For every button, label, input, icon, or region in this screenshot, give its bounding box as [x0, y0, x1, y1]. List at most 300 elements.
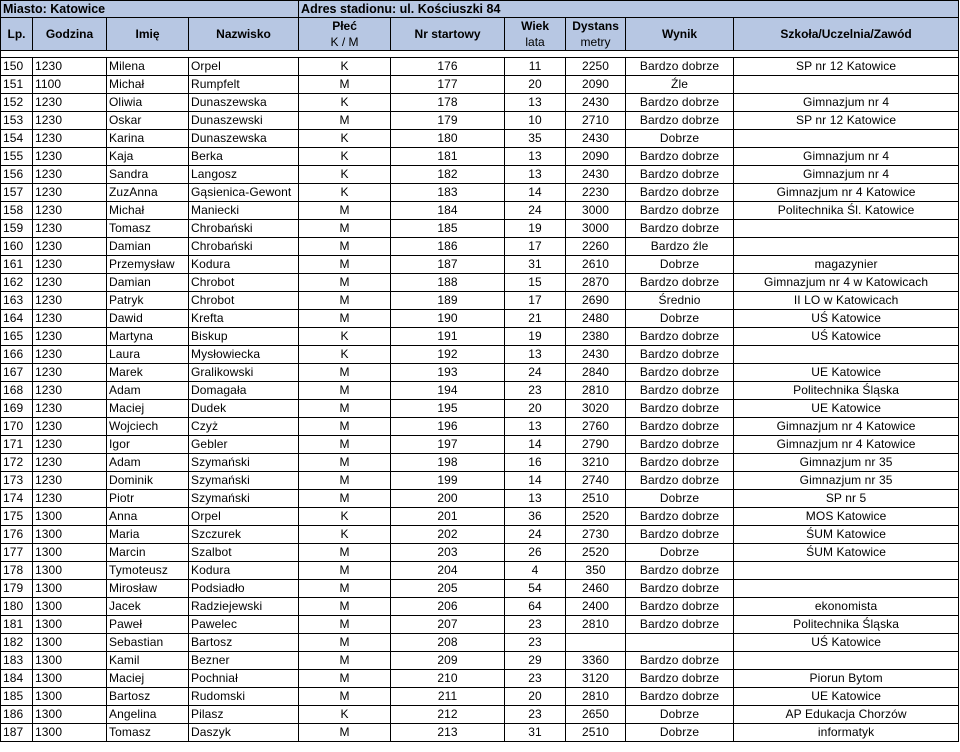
cell-szkola: UE Katowice: [734, 688, 959, 706]
cell-nazwisko: Dudek: [189, 400, 299, 418]
cell-imie: Adam: [107, 454, 189, 472]
cell-godzina: 1300: [33, 724, 107, 742]
cell-lp: 162: [1, 274, 33, 292]
table-row: [1, 328, 959, 346]
cell-wynik: Bardzo dobrze: [626, 202, 734, 220]
cell-imie: Martyna: [107, 328, 189, 346]
cell-wiek: 14: [505, 472, 566, 490]
cell-godzina: 1230: [33, 130, 107, 148]
cell-lp: 160: [1, 238, 33, 256]
table-row: [1, 580, 959, 598]
cell-imie: Kamil: [107, 652, 189, 670]
cell-nr-startowy: 182: [391, 166, 505, 184]
cell-dystans: 350: [566, 562, 626, 580]
cell-dystans: 2400: [566, 598, 626, 616]
cell-wiek: 13: [505, 490, 566, 508]
cell-godzina: 1300: [33, 598, 107, 616]
cell-plec: M: [299, 76, 391, 94]
table-row: [1, 652, 959, 670]
cell-szkola: ekonomista: [734, 598, 959, 616]
table-row: [1, 130, 959, 148]
table-row: [1, 526, 959, 544]
cell-imie: Michał: [107, 202, 189, 220]
cell-lp: 178: [1, 562, 33, 580]
cell-plec: M: [299, 220, 391, 238]
cell-nazwisko: Szczurek: [189, 526, 299, 544]
cell-nr-startowy: 181: [391, 148, 505, 166]
cell-nazwisko: Dunaszewska: [189, 130, 299, 148]
col-dystans-unit: metry: [566, 34, 626, 51]
cell-imie: Angelina: [107, 706, 189, 724]
cell-nazwisko: Daszyk: [189, 724, 299, 742]
cell-szkola: [734, 346, 959, 364]
cell-nr-startowy: 194: [391, 382, 505, 400]
cell-wiek: 35: [505, 130, 566, 148]
cell-plec: K: [299, 166, 391, 184]
cell-nazwisko: Pochniał: [189, 670, 299, 688]
cell-dystans: 2510: [566, 490, 626, 508]
cell-szkola: Politechnika Śląska: [734, 616, 959, 634]
cell-dystans: 2460: [566, 580, 626, 598]
cell-szkola: Gimnazjum nr 35: [734, 472, 959, 490]
table-body: [1, 58, 959, 742]
cell-plec: M: [299, 544, 391, 562]
table-row: [1, 94, 959, 112]
cell-dystans: 2430: [566, 166, 626, 184]
cell-wiek: 13: [505, 148, 566, 166]
cell-szkola: ŚUM Katowice: [734, 526, 959, 544]
cell-nazwisko: Pawelec: [189, 616, 299, 634]
cell-godzina: 1230: [33, 454, 107, 472]
cell-nr-startowy: 205: [391, 580, 505, 598]
cell-wiek: 15: [505, 274, 566, 292]
cell-nr-startowy: 185: [391, 220, 505, 238]
table-row: [1, 364, 959, 382]
cell-godzina: 1300: [33, 688, 107, 706]
cell-wynik: Bardzo dobrze: [626, 382, 734, 400]
cell-szkola: Gimnazjum nr 4 Katowice: [734, 436, 959, 454]
cell-imie: Anna: [107, 508, 189, 526]
col-wynik: Wynik: [626, 18, 734, 51]
cell-wynik: Bardzo dobrze: [626, 652, 734, 670]
cell-szkola: Politechnika Śl. Katowice: [734, 202, 959, 220]
cell-nazwisko: Czyż: [189, 418, 299, 436]
table-row: [1, 616, 959, 634]
cell-nazwisko: Chrobot: [189, 292, 299, 310]
cell-szkola: SP nr 12 Katowice: [734, 112, 959, 130]
cell-szkola: Politechnika Śląska: [734, 382, 959, 400]
cell-dystans: 2090: [566, 148, 626, 166]
cell-godzina: 1230: [33, 184, 107, 202]
spacer-row: [1, 51, 959, 58]
cell-nazwisko: Chrobot: [189, 274, 299, 292]
cell-wynik: Bardzo dobrze: [626, 328, 734, 346]
table-row: [1, 310, 959, 328]
cell-szkola: AP Edukacja Chorzów: [734, 706, 959, 724]
cell-lp: 174: [1, 490, 33, 508]
cell-lp: 152: [1, 94, 33, 112]
cell-plec: K: [299, 94, 391, 112]
cell-wiek: 36: [505, 508, 566, 526]
cell-szkola: Gimnazjum nr 4: [734, 94, 959, 112]
cell-imie: Karina: [107, 130, 189, 148]
cell-dystans: [566, 634, 626, 652]
cell-lp: 163: [1, 292, 33, 310]
cell-lp: 156: [1, 166, 33, 184]
cell-plec: K: [299, 130, 391, 148]
cell-wynik: Bardzo źle: [626, 238, 734, 256]
cell-imie: Sandra: [107, 166, 189, 184]
cell-wiek: 24: [505, 364, 566, 382]
cell-szkola: UE Katowice: [734, 400, 959, 418]
cell-dystans: 2430: [566, 130, 626, 148]
table-header: [1, 1, 959, 58]
cell-nazwisko: Maniecki: [189, 202, 299, 220]
cell-szkola: Gimnazjum nr 4 w Katowicach: [734, 274, 959, 292]
table-row: [1, 562, 959, 580]
table-row: [1, 544, 959, 562]
cell-dystans: 2250: [566, 58, 626, 76]
cell-imie: Przemysław: [107, 256, 189, 274]
cell-godzina: 1230: [33, 364, 107, 382]
cell-lp: 171: [1, 436, 33, 454]
cell-nr-startowy: 198: [391, 454, 505, 472]
cell-imie: Dawid: [107, 310, 189, 328]
cell-nr-startowy: 199: [391, 472, 505, 490]
cell-godzina: 1230: [33, 328, 107, 346]
cell-godzina: 1230: [33, 346, 107, 364]
cell-nazwisko: Bartosz: [189, 634, 299, 652]
cell-lp: 159: [1, 220, 33, 238]
cell-plec: M: [299, 724, 391, 742]
cell-nr-startowy: 183: [391, 184, 505, 202]
cell-plec: K: [299, 148, 391, 166]
table-row: [1, 202, 959, 220]
cell-wiek: 54: [505, 580, 566, 598]
cell-imie: Oliwia: [107, 94, 189, 112]
cell-godzina: 1230: [33, 490, 107, 508]
table-row: [1, 166, 959, 184]
cell-godzina: 1230: [33, 148, 107, 166]
cell-godzina: 1230: [33, 436, 107, 454]
cell-wynik: Dobrze: [626, 256, 734, 274]
cell-wynik: Bardzo dobrze: [626, 220, 734, 238]
cell-godzina: 1300: [33, 670, 107, 688]
cell-szkola: ŚUM Katowice: [734, 544, 959, 562]
cell-godzina: 1230: [33, 112, 107, 130]
cell-godzina: 1300: [33, 652, 107, 670]
cell-nr-startowy: 190: [391, 310, 505, 328]
cell-lp: 158: [1, 202, 33, 220]
cell-wiek: 13: [505, 166, 566, 184]
cell-szkola: Gimnazjum nr 4 Katowice: [734, 184, 959, 202]
cell-godzina: 1300: [33, 526, 107, 544]
cell-wiek: 14: [505, 184, 566, 202]
cell-nazwisko: Pilasz: [189, 706, 299, 724]
cell-wynik: Dobrze: [626, 130, 734, 148]
cell-godzina: 1230: [33, 238, 107, 256]
cell-nr-startowy: 211: [391, 688, 505, 706]
cell-godzina: 1300: [33, 544, 107, 562]
cell-nr-startowy: 210: [391, 670, 505, 688]
cell-plec: K: [299, 328, 391, 346]
cell-nr-startowy: 192: [391, 346, 505, 364]
table-row: [1, 436, 959, 454]
cell-szkola: [734, 580, 959, 598]
cell-imie: Dominik: [107, 472, 189, 490]
table-row: [1, 238, 959, 256]
cell-imie: Sebastian: [107, 634, 189, 652]
cell-nr-startowy: 187: [391, 256, 505, 274]
cell-wiek: 17: [505, 292, 566, 310]
cell-nazwisko: Langosz: [189, 166, 299, 184]
cell-nazwisko: Dunaszewska: [189, 94, 299, 112]
cell-lp: 172: [1, 454, 33, 472]
cell-wiek: 10: [505, 112, 566, 130]
table-row: [1, 400, 959, 418]
cell-lp: 170: [1, 418, 33, 436]
cell-lp: 150: [1, 58, 33, 76]
cell-godzina: 1230: [33, 274, 107, 292]
cell-nr-startowy: 197: [391, 436, 505, 454]
cell-godzina: 1230: [33, 418, 107, 436]
cell-lp: 187: [1, 724, 33, 742]
cell-wiek: 13: [505, 346, 566, 364]
table-row: [1, 58, 959, 76]
cell-plec: K: [299, 346, 391, 364]
cell-nazwisko: Rudomski: [189, 688, 299, 706]
cell-wiek: 31: [505, 724, 566, 742]
table-row: [1, 490, 959, 508]
cell-nr-startowy: 203: [391, 544, 505, 562]
cell-plec: M: [299, 400, 391, 418]
cell-godzina: 1230: [33, 472, 107, 490]
cell-szkola: Piorun Bytom: [734, 670, 959, 688]
cell-szkola: [734, 652, 959, 670]
cell-godzina: 1300: [33, 706, 107, 724]
cell-szkola: UŚ Katowice: [734, 310, 959, 328]
cell-wynik: Bardzo dobrze: [626, 454, 734, 472]
cell-godzina: 1230: [33, 400, 107, 418]
cell-godzina: 1230: [33, 58, 107, 76]
cell-imie: Patryk: [107, 292, 189, 310]
cell-wiek: 4: [505, 562, 566, 580]
cell-lp: 168: [1, 382, 33, 400]
cell-nr-startowy: 179: [391, 112, 505, 130]
cell-wiek: 20: [505, 400, 566, 418]
cell-wiek: 20: [505, 76, 566, 94]
col-wiek: Wiek: [505, 18, 566, 35]
cell-imie: Mirosław: [107, 580, 189, 598]
cell-dystans: 2520: [566, 508, 626, 526]
cell-wynik: Dobrze: [626, 706, 734, 724]
cell-godzina: 1230: [33, 256, 107, 274]
cell-imie: Tymoteusz: [107, 562, 189, 580]
cell-plec: K: [299, 58, 391, 76]
cell-wiek: 23: [505, 382, 566, 400]
cell-lp: 185: [1, 688, 33, 706]
cell-nr-startowy: 195: [391, 400, 505, 418]
cell-nr-startowy: 204: [391, 562, 505, 580]
cell-lp: 173: [1, 472, 33, 490]
cell-nazwisko: Orpel: [189, 58, 299, 76]
cell-lp: 167: [1, 364, 33, 382]
cell-imie: Tomasz: [107, 220, 189, 238]
cell-wiek: 29: [505, 652, 566, 670]
cell-wynik: Bardzo dobrze: [626, 400, 734, 418]
cell-dystans: 2430: [566, 94, 626, 112]
table-row: [1, 472, 959, 490]
cell-dystans: 2610: [566, 256, 626, 274]
cell-imie: Damian: [107, 238, 189, 256]
cell-plec: M: [299, 274, 391, 292]
cell-lp: 164: [1, 310, 33, 328]
cell-wiek: 20: [505, 688, 566, 706]
cell-nr-startowy: 200: [391, 490, 505, 508]
table-row: [1, 688, 959, 706]
cell-wiek: 23: [505, 706, 566, 724]
cell-dystans: 2810: [566, 688, 626, 706]
cell-lp: 183: [1, 652, 33, 670]
cell-nazwisko: Chrobański: [189, 220, 299, 238]
cell-wynik: Bardzo dobrze: [626, 562, 734, 580]
cell-wynik: Źle: [626, 76, 734, 94]
cell-wynik: Bardzo dobrze: [626, 112, 734, 130]
cell-imie: Marcin: [107, 544, 189, 562]
cell-nr-startowy: 176: [391, 58, 505, 76]
cell-nazwisko: Podsiadło: [189, 580, 299, 598]
cell-dystans: 2740: [566, 472, 626, 490]
cell-nr-startowy: 207: [391, 616, 505, 634]
cell-lp: 176: [1, 526, 33, 544]
cell-wiek: 23: [505, 670, 566, 688]
cell-dystans: 2870: [566, 274, 626, 292]
cell-nazwisko: Chrobański: [189, 238, 299, 256]
cell-godzina: 1230: [33, 382, 107, 400]
cell-wynik: Bardzo dobrze: [626, 508, 734, 526]
cell-szkola: Gimnazjum nr 35: [734, 454, 959, 472]
cell-szkola: Gimnazjum nr 4: [734, 166, 959, 184]
cell-szkola: Gimnazjum nr 4: [734, 148, 959, 166]
cell-imie: Igor: [107, 436, 189, 454]
cell-plec: M: [299, 670, 391, 688]
cell-szkola: UŚ Katowice: [734, 328, 959, 346]
cell-wiek: 64: [505, 598, 566, 616]
cell-lp: 151: [1, 76, 33, 94]
cell-szkola: [734, 562, 959, 580]
table-row: [1, 670, 959, 688]
cell-plec: K: [299, 184, 391, 202]
cell-szkola: SP nr 12 Katowice: [734, 58, 959, 76]
cell-nr-startowy: 212: [391, 706, 505, 724]
cell-dystans: 2790: [566, 436, 626, 454]
table-row: [1, 220, 959, 238]
cell-lp: 153: [1, 112, 33, 130]
cell-wynik: Bardzo dobrze: [626, 148, 734, 166]
cell-wiek: 11: [505, 58, 566, 76]
table-row: [1, 508, 959, 526]
cell-nazwisko: Gralikowski: [189, 364, 299, 382]
cell-dystans: 2510: [566, 724, 626, 742]
cell-szkola: [734, 238, 959, 256]
cell-nazwisko: Radziejewski: [189, 598, 299, 616]
cell-plec: M: [299, 364, 391, 382]
col-wiek-unit: lata: [505, 34, 566, 51]
title-row: [1, 1, 959, 18]
cell-plec: M: [299, 652, 391, 670]
cell-lp: 157: [1, 184, 33, 202]
table-row: [1, 706, 959, 724]
cell-nr-startowy: 206: [391, 598, 505, 616]
cell-dystans: 2090: [566, 76, 626, 94]
cell-plec: M: [299, 598, 391, 616]
cell-wynik: Bardzo dobrze: [626, 598, 734, 616]
cell-dystans: 2480: [566, 310, 626, 328]
cell-wiek: 13: [505, 94, 566, 112]
cell-dystans: 2520: [566, 544, 626, 562]
cell-plec: K: [299, 706, 391, 724]
cell-dystans: 2760: [566, 418, 626, 436]
cell-plec: M: [299, 472, 391, 490]
table-row: [1, 292, 959, 310]
cell-plec: M: [299, 634, 391, 652]
cell-dystans: 2840: [566, 364, 626, 382]
cell-wiek: 24: [505, 526, 566, 544]
cell-plec: M: [299, 418, 391, 436]
cell-imie: Oskar: [107, 112, 189, 130]
cell-nr-startowy: 186: [391, 238, 505, 256]
cell-szkola: informatyk: [734, 724, 959, 742]
cell-lp: 166: [1, 346, 33, 364]
cell-imie: Piotr: [107, 490, 189, 508]
cell-lp: 177: [1, 544, 33, 562]
cell-nazwisko: Gebler: [189, 436, 299, 454]
col-lp: Lp.: [1, 18, 33, 51]
cell-dystans: 2710: [566, 112, 626, 130]
cell-wiek: 23: [505, 616, 566, 634]
cell-wynik: Bardzo dobrze: [626, 346, 734, 364]
cell-nr-startowy: 201: [391, 508, 505, 526]
cell-wynik: Bardzo dobrze: [626, 94, 734, 112]
table-row: [1, 724, 959, 742]
cell-nazwisko: Kodura: [189, 562, 299, 580]
cell-wiek: 13: [505, 418, 566, 436]
col-nazwisko: Nazwisko: [189, 18, 299, 51]
cell-dystans: 2430: [566, 346, 626, 364]
cell-szkola: magazynier: [734, 256, 959, 274]
cell-wynik: Bardzo dobrze: [626, 688, 734, 706]
cell-imie: ZuzAnna: [107, 184, 189, 202]
city-label: Miasto: Katowice: [1, 1, 299, 18]
cell-lp: 180: [1, 598, 33, 616]
cell-szkola: [734, 130, 959, 148]
cell-wiek: 17: [505, 238, 566, 256]
cell-godzina: 1230: [33, 166, 107, 184]
cell-dystans: 2650: [566, 706, 626, 724]
cell-imie: Michał: [107, 76, 189, 94]
cell-plec: K: [299, 508, 391, 526]
cell-godzina: 1100: [33, 76, 107, 94]
col-dystans: Dystans: [566, 18, 626, 35]
cell-dystans: 2810: [566, 382, 626, 400]
cell-wynik: Bardzo dobrze: [626, 166, 734, 184]
cell-szkola: Gimnazjum nr 4 Katowice: [734, 418, 959, 436]
cell-wiek: 19: [505, 220, 566, 238]
cell-plec: M: [299, 238, 391, 256]
cell-dystans: 3000: [566, 202, 626, 220]
cell-nazwisko: Gąsienica-Gewont: [189, 184, 299, 202]
cell-szkola: UE Katowice: [734, 364, 959, 382]
